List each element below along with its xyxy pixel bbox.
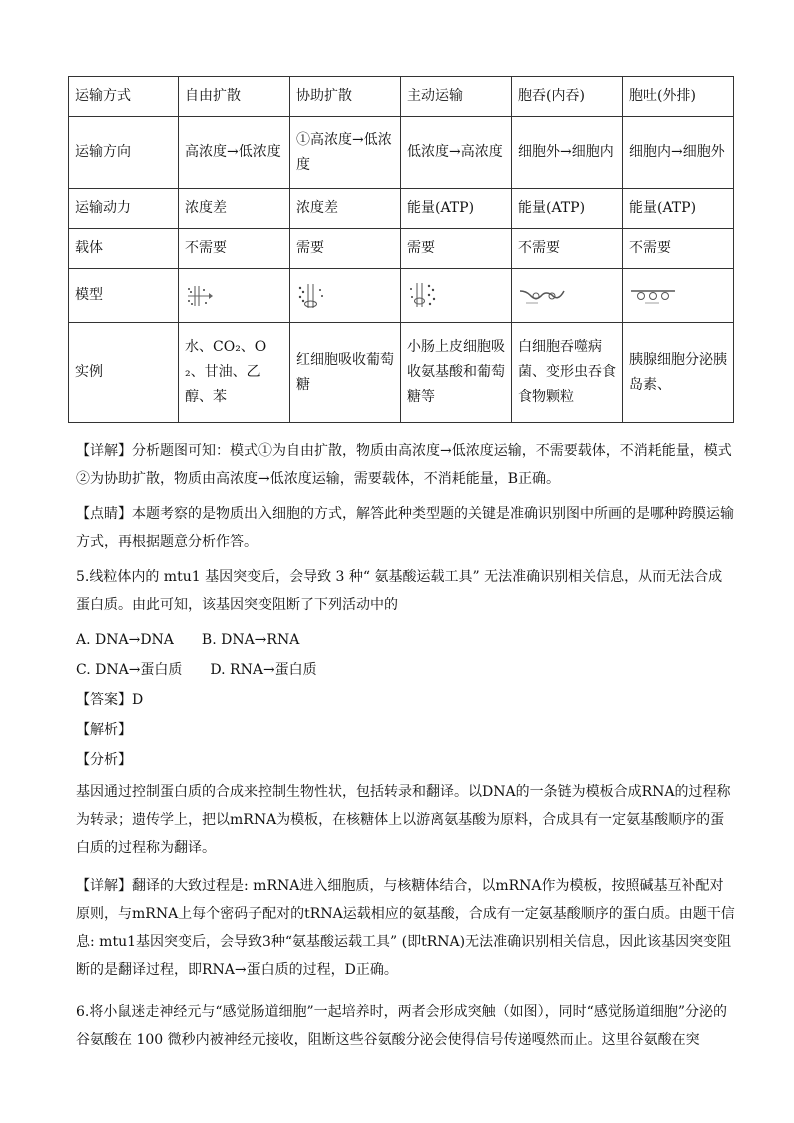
table-cell: 细胞内→细胞外	[623, 117, 734, 189]
table-cell	[623, 269, 734, 323]
jiexi-heading: 【解析】	[76, 722, 132, 738]
table-cell: 小肠上皮细胞吸收氨基酸和葡萄糖等	[401, 323, 512, 423]
row-label: 运输动力	[69, 189, 179, 229]
detail-paragraph-2: 【详解】翻译的大致过程是: mRNA进入细胞质，与核糖体结合，以mRNA作为模板，按照碱基互补配对原则，与mRNA上每个密码子配对的tRNA运载相应的氨基酸，合成有一定氨基酸顺序的蛋白质。由题干信息: mtu1基因突变后，会导致3种“氨基酸运载工具” (即tRNA)无法准确识别相关信息，因此该基因突变阻断的是翻译过程，即RNA→蛋白质的过程，D正确。	[76, 878, 735, 978]
table-cell: 需要	[401, 229, 512, 269]
table-cell: 不需要	[512, 229, 623, 269]
transport-table	[68, 76, 734, 423]
header-cell: 运输方式	[69, 77, 179, 117]
question-5-options-ab: A. DNA→DNA B. DNA→RNA	[76, 632, 300, 648]
question-6-text: 6.将小鼠迷走神经元与“感觉肠道细胞”一起培养时，两者会形成突触（如图），同时“感觉肠道细胞”分泌的谷氨酸在 100 微秒内被神经元接收，阻断这些谷氨酸分泌会使得信号传递嘎然而止。这里谷氨酸在突	[76, 1004, 727, 1048]
active-transport-model-icon	[407, 281, 443, 311]
table-cell: 浓度差	[290, 189, 401, 229]
table-cell: 低浓度→高浓度	[401, 117, 512, 189]
question-5-options-cd: C. DNA→蛋白质 D. RNA→蛋白质	[76, 662, 317, 678]
table-cell	[512, 269, 623, 323]
header-cell: 协助扩散	[290, 77, 401, 117]
exocytosis-model-icon	[629, 285, 677, 307]
question-5-stem: 5.线粒体内的 mtu1 基因突变后，会导致 3 种“ 氨基酸运载工具” 无法准确识别相关信息，从而无法合成蛋白质。由此可知，该基因突变阻断了下列活动中的	[76, 569, 723, 613]
fenxi-heading: 【分析】	[76, 752, 132, 768]
row-label: 载体	[69, 229, 179, 269]
table-row-carrier	[69, 229, 734, 269]
table-cell: 胰腺细胞分泌胰岛素、	[623, 323, 734, 423]
table-cell: 不需要	[179, 229, 290, 269]
free-diffusion-model-icon	[185, 283, 215, 309]
table-row-model	[69, 269, 734, 323]
table-cell: 浓度差	[179, 189, 290, 229]
table-row-direction	[69, 117, 734, 189]
table-cell: 需要	[290, 229, 401, 269]
table-cell: 能量(ATP)	[401, 189, 512, 229]
comment-paragraph: 【点睛】本题考察的是物质出入细胞的方式，解答此种类型题的关键是准确识别图中所画的是哪种跨膜运输方式，再根据题意分析作答。	[76, 506, 734, 550]
table-cell: 红细胞吸收葡萄糖	[290, 323, 401, 423]
table-cell	[401, 269, 512, 323]
header-cell: 自由扩散	[179, 77, 290, 117]
facilitated-diffusion-model-icon	[296, 282, 330, 310]
answer-line: 【答案】D	[76, 692, 144, 708]
endocytosis-model-icon	[518, 285, 566, 307]
header-cell: 胞吐(外排)	[623, 77, 734, 117]
table-row-power	[69, 189, 734, 229]
table-cell: 高浓度→低浓度	[179, 117, 290, 189]
table-cell	[290, 269, 401, 323]
table-row-header	[69, 77, 734, 117]
header-cell: 胞吞(内吞)	[512, 77, 623, 117]
table-cell: 不需要	[623, 229, 734, 269]
table-row-example	[69, 323, 734, 423]
table-cell: 能量(ATP)	[623, 189, 734, 229]
detail-paragraph-1: 【详解】分析题图可知：模式①为自由扩散，物质由高浓度→低浓度运输，不需要载体，不消耗能量，模式②为协助扩散，物质由高浓度→低浓度运输，需要载体，不消耗能量，B正确。	[76, 443, 732, 487]
table-cell: 水、CO₂、O₂、甘油、乙醇、苯	[179, 323, 290, 423]
analysis-paragraph: 基因通过控制蛋白质的合成来控制生物性状，包括转录和翻译。以DNA的一条链为模板合成RNA的过程称为转录；遗传学上，把以mRNA为模板，在核糖体上以游离氨基酸为原料，合成具有一定氨基酸顺序的蛋白质的过程称为翻译。	[76, 784, 731, 856]
table-cell: ①高浓度→低浓度	[290, 117, 401, 189]
header-cell: 主动运输	[401, 77, 512, 117]
table-cell: 细胞外→细胞内	[512, 117, 623, 189]
table-cell: 白细胞吞噬病菌、变形虫吞食食物颗粒	[512, 323, 623, 423]
row-label: 模型	[69, 269, 179, 323]
table-cell: 能量(ATP)	[512, 189, 623, 229]
row-label: 实例	[69, 323, 179, 423]
row-label: 运输方向	[69, 117, 179, 189]
table-cell	[179, 269, 290, 323]
